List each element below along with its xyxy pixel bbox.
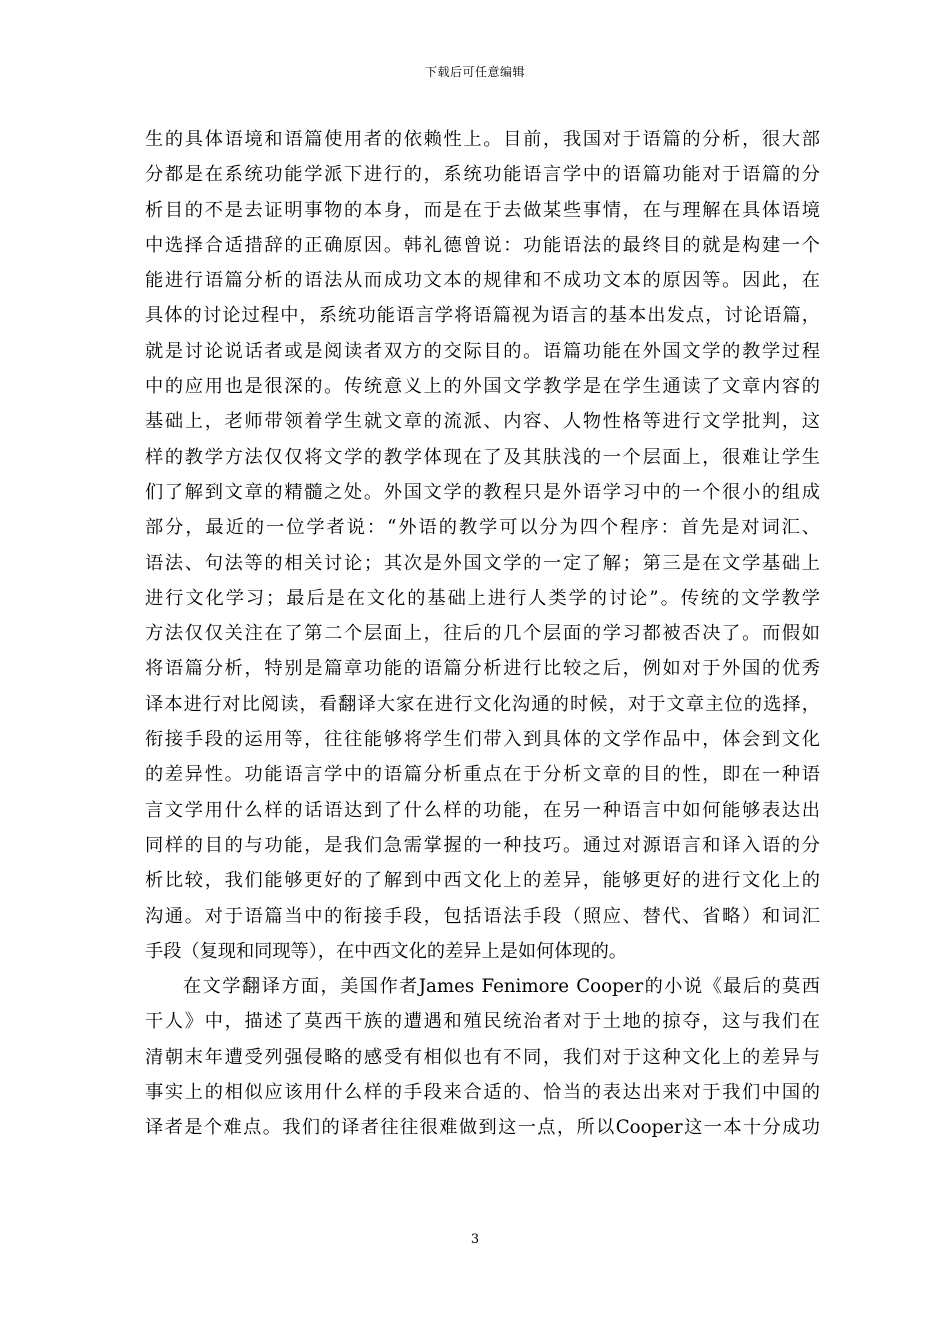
text-line: 析比较，我们能够更好的了解到中西文化上的差异，能够更好的进行文化上的 (145, 870, 820, 892)
text-line: 能进行语篇分析的语法从而成功文本的规律和不成功文本的原因等。因此，在 (145, 270, 820, 292)
text-line: 衔接手段的运用等，往往能够将学生们带入到具体的文学作品中，体会到文化 (145, 729, 820, 751)
text-line: 译本进行对比阅读，看翻译大家在进行文化沟通的时候，对于文章主位的选择， (145, 693, 820, 715)
text-line: 同样的目的与功能，是我们急需掌握的一种技巧。通过对源语言和译入语的分 (145, 834, 820, 856)
paragraph-first-line: 在文学翻译方面，美国作者James Fenimore Cooper的小说《最后的莫西 (183, 976, 820, 998)
text-line: 清朝末年遭受列强侵略的感受有相似也有不同，我们对于这种文化上的差异与 (145, 1046, 820, 1068)
text-line: 译者是个难点。我们的译者往往很难做到这一点，所以Cooper这一本十分成功 (145, 1117, 820, 1139)
body-text (145, 122, 820, 1146)
text-line: 方法仅仅关注在了第二个层面上，往后的几个层面的学习都被否决了。而假如 (145, 623, 820, 645)
text-line: 生的具体语境和语篇使用者的依赖性上。目前，我国对于语篇的分析，很大部 (145, 129, 820, 150)
text-line: 就是讨论说话者或是阅读者双方的交际目的。语篇功能在外国文学的教学过程 (145, 340, 820, 362)
text-line: 具体的讨论过程中，系统功能语言学将语篇视为语言的基本出发点，讨论语篇， (145, 305, 820, 327)
text-line: 进行文化学习；最后是在文化的基础上进行人类学的讨论”。传统的文学教学 (145, 587, 820, 609)
text-line: 的差异性。功能语言学中的语篇分析重点在于分析文章的目的性，即在一种语 (145, 764, 820, 786)
page-number: 3 (470, 1232, 480, 1247)
text-line: 基础上，老师带领着学生就文章的流派、内容、人物性格等进行文学批判，这 (145, 411, 820, 433)
text-line: 言文学用什么样的话语达到了什么样的功能，在另一种语言中如何能够表达出 (145, 799, 820, 821)
text-line: 干人》中，描述了莫西干族的遭遇和殖民统治者对于土地的掠夺，这与我们在 (145, 1011, 820, 1033)
text-line: 语法、句法等的相关讨论；其次是外国文学的一定了解；第三是在文学基础上 (145, 552, 820, 574)
text-line: 分都是在系统功能学派下进行的，系统功能语言学中的语篇功能对于语篇的分 (145, 164, 820, 186)
text-line: 将语篇分析，特别是篇章功能的语篇分析进行比较之后，例如对于外国的优秀 (145, 658, 820, 680)
page-header: 下载后可任意编辑 (424, 65, 525, 79)
text-line: 部分，最近的一位学者说：“外语的教学可以分为四个程序：首先是对词汇、 (145, 517, 820, 539)
text-line: 中选择合适措辞的正确原因。韩礼德曾说：功能语法的最终目的就是构建一个 (145, 234, 820, 256)
text-line: 事实上的相似应该用什么样的手段来合适的、恰当的表达出来对于我们中国的 (145, 1082, 820, 1104)
text-line: 析目的不是去证明事物的本身，而是在于去做某些事情，在与理解在具体语境 (145, 199, 820, 221)
text-line: 们了解到文章的精髓之处。外国文学的教程只是外语学习中的一个很小的组成 (145, 481, 820, 503)
text-line: 中的应用也是很深的。传统意义上的外国文学教学是在学生通读了文章内容的 (145, 376, 820, 398)
text-line: 沟通。对于语篇当中的衔接手段，包括语法手段（照应、替代、省略）和词汇 (145, 905, 820, 927)
text-line: 样的教学方法仅仅将文学的教学体现在了及其肤浅的一个层面上，很难让学生 (145, 446, 820, 468)
paragraph-last-line: 手段（复现和同现等），在中西文化的差异上是如何体现的。 (145, 940, 627, 962)
